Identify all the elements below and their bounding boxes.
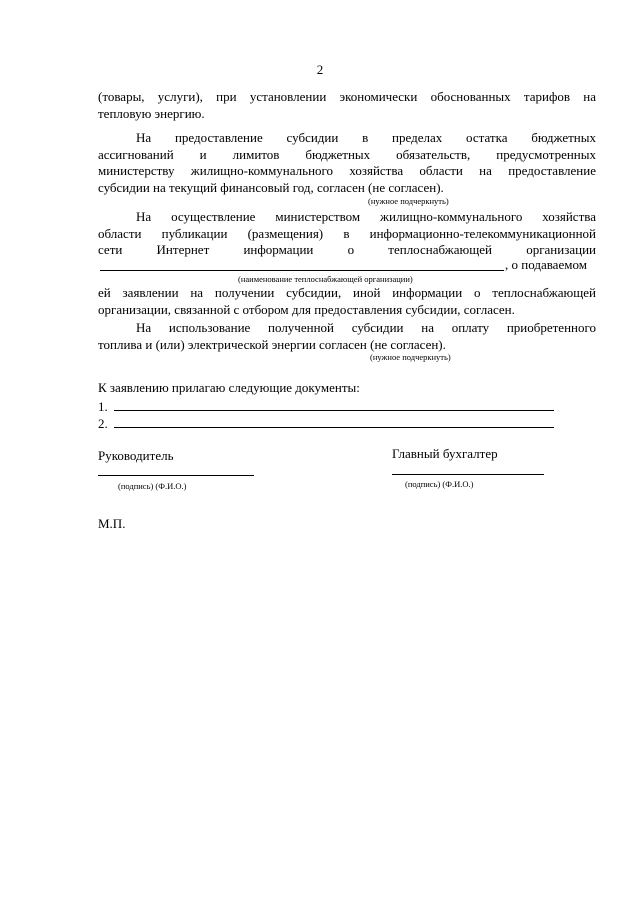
page-number: 2 xyxy=(316,62,324,77)
paragraph-3-line-2: области публикации (размещения) в информационно-телекоммуникационной xyxy=(98,226,596,241)
attachment-1-field[interactable] xyxy=(114,410,554,411)
paragraph-1-line-2: тепловую энергию. xyxy=(98,106,205,121)
chief-accountant-signature-hint: (подпись) (Ф.И.О.) xyxy=(405,479,474,489)
head-signature-field[interactable] xyxy=(98,475,254,476)
attachment-1-number: 1. xyxy=(98,399,108,414)
paragraph-4-line-1: ей заявлении на получении субсидии, иной информации о теплоснабжающей xyxy=(98,285,596,300)
seal-label: М.П. xyxy=(98,516,126,531)
chief-accountant-signature-field[interactable] xyxy=(392,474,544,475)
underline-hint-1: (нужное подчеркнуть) xyxy=(368,196,449,206)
paragraph-2-line-4: субсидии на текущий финансовый год, согласен (не согласен). xyxy=(98,180,444,195)
head-title: Руководитель xyxy=(98,448,174,463)
paragraph-2-line-1: На предоставление субсидии в пределах остатка бюджетных xyxy=(136,130,596,145)
chief-accountant-title: Главный бухгалтер xyxy=(392,446,498,461)
attachments-title: К заявлению прилагаю следующие документы: xyxy=(98,380,360,395)
paragraph-3-line-3: сети Интернет информации о теплоснабжающей организации xyxy=(98,242,596,257)
paragraph-5-line-2: топлива и (или) электрической энергии согласен (не согласен). xyxy=(98,337,446,352)
underline-hint-2: (нужное подчеркнуть) xyxy=(370,352,451,362)
paragraph-3-tail: , о подаваемом xyxy=(505,257,587,272)
paragraph-4-line-2: организации, связанной с отбором для предоставления субсидии, согласен. xyxy=(98,302,515,317)
paragraph-2-line-3: министерству жилищно-коммунального хозяйства области на предоставление xyxy=(98,163,596,178)
paragraph-2-line-2: ассигнований и лимитов бюджетных обязательств, предусмотренных xyxy=(98,147,596,162)
paragraph-5-line-1: На использование полученной субсидии на оплату приобретенного xyxy=(136,320,596,335)
paragraph-1-line-1: (товары, услуги), при установлении экономически обоснованных тарифов на xyxy=(98,89,596,104)
organization-name-hint: (наименование теплоснабжающей организации) xyxy=(238,274,413,284)
attachment-2-number: 2. xyxy=(98,416,108,431)
head-signature-hint: (подпись) (Ф.И.О.) xyxy=(118,481,187,491)
organization-name-field[interactable] xyxy=(100,270,504,271)
attachment-2-field[interactable] xyxy=(114,427,554,428)
paragraph-3-line-1: На осуществление министерством жилищно-коммунального хозяйства xyxy=(136,209,596,224)
